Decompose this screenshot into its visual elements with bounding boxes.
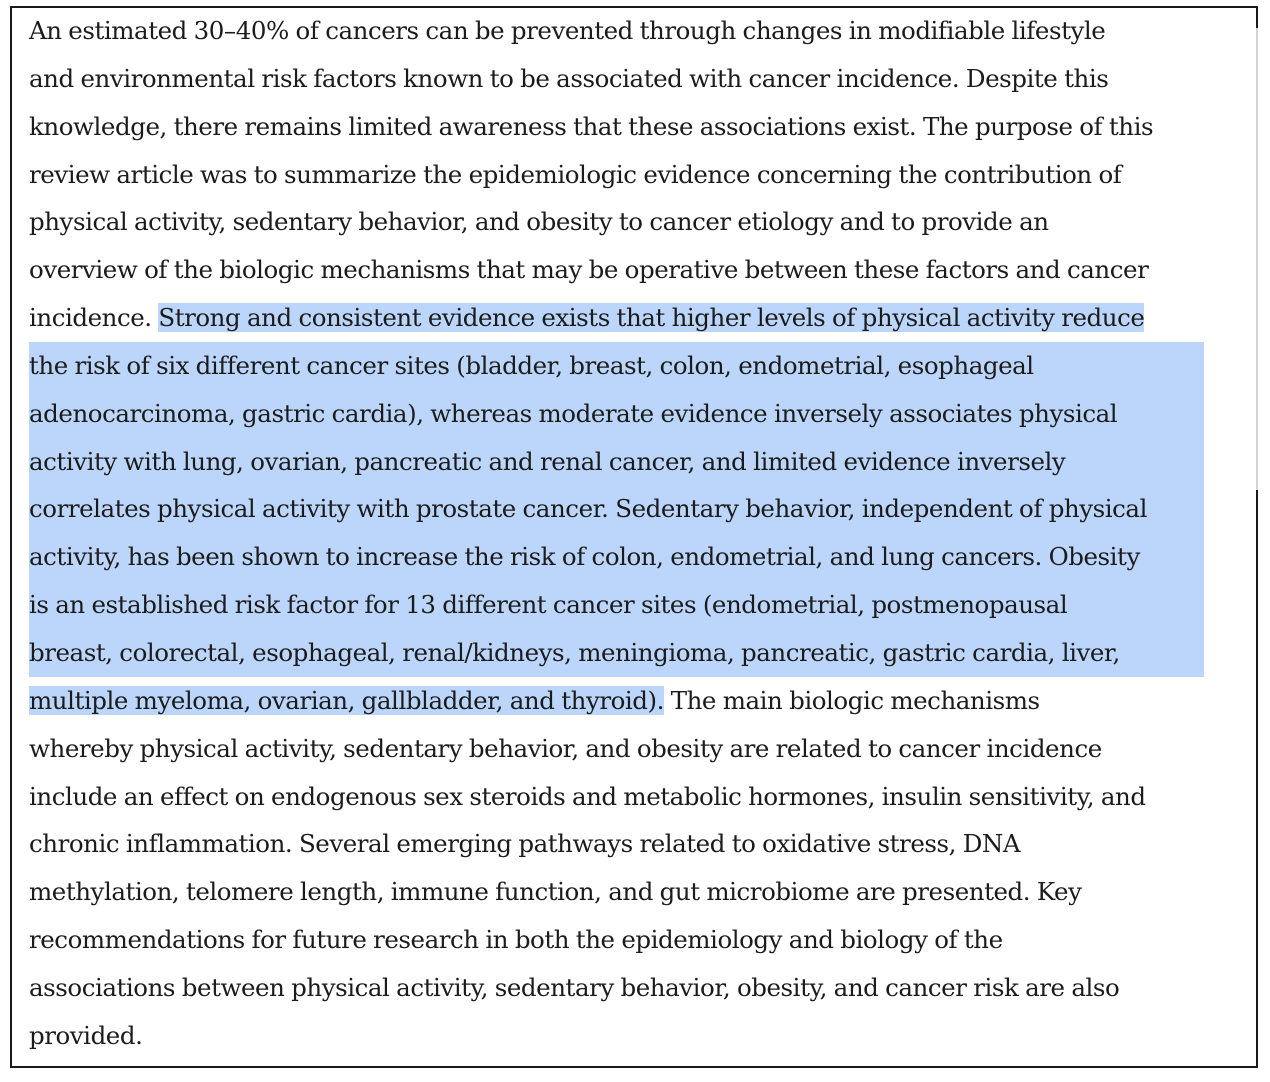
text-line: include an effect on endogenous sex steroids and metabolic hormones, insulin sensitivity, and: [29, 781, 1146, 811]
text-line: physical activity, sedentary behavior, and obesity to cancer etiology and to provide an: [29, 207, 1049, 237]
text-line: methylation, telomere length, immune function, and gut microbiome are presented. Key: [29, 877, 1082, 907]
text-plain: incidence.: [29, 303, 159, 333]
text-line: knowledge, there remains limited awareness that these associations exist. The purpose of this: [29, 111, 1154, 141]
selected-text[interactable]: adenocarcinoma, gastric cardia), whereas moderate evidence inversely associates physical: [29, 390, 1204, 438]
selected-text[interactable]: activity, has been shown to increase the risk of colon, endometrial, and lung cancers. Obesity: [29, 533, 1204, 581]
text-plain: The main biologic mechanisms: [663, 685, 1040, 715]
scrollbar-edge[interactable]: [1256, 28, 1258, 490]
text-line: review article was to summarize the epidemiologic evidence concerning the contribution of: [29, 159, 1122, 189]
selected-line: [29, 390, 1239, 438]
selected-line: [29, 629, 1239, 677]
text-line: overview of the biologic mechanisms that may be operative between these factors and cancer: [29, 255, 1149, 285]
text-line: provided.: [29, 1020, 143, 1050]
selected-line: [29, 438, 1239, 486]
selected-line: [29, 581, 1239, 629]
text-line: associations between physical activity, sedentary behavior, obesity, and cancer risk are also: [29, 972, 1120, 1002]
selected-text[interactable]: is an established risk factor for 13 different cancer sites (endometrial, postmenopausal: [29, 581, 1204, 629]
selected-line: [29, 533, 1239, 581]
text-line: whereby physical activity, sedentary behavior, and obesity are related to cancer incidence: [29, 733, 1102, 763]
text-line: chronic inflammation. Several emerging pathways related to oxidative stress, DNA: [29, 829, 1021, 859]
text-line: [29, 677, 1239, 725]
selected-text[interactable]: correlates physical activity with prostate cancer. Sedentary behavior, independent of physical: [29, 485, 1204, 533]
text-line: recommendations for future research in both the epidemiology and biology of the: [29, 925, 1003, 955]
selected-text[interactable]: activity with lung, ovarian, pancreatic and renal cancer, and limited evidence inversely: [29, 438, 1204, 486]
selected-text[interactable]: Strong and consistent evidence exists that higher levels of physical activity reduce: [158, 303, 1145, 333]
selected-text[interactable]: multiple myeloma, ovarian, gallbladder, and thyroid).: [29, 685, 664, 715]
selected-text[interactable]: the risk of six different cancer sites (bladder, breast, colon, endometrial, esophageal: [29, 342, 1204, 390]
selected-text[interactable]: breast, colorectal, esophageal, renal/kidneys, meningioma, pancreatic, gastric cardia, liver,: [29, 629, 1204, 677]
selected-line: [29, 485, 1239, 533]
text-line: and environmental risk factors known to be associated with cancer incidence. Despite this: [29, 63, 1109, 93]
selected-line: [29, 342, 1239, 390]
abstract-text: [29, 7, 1239, 1060]
text-line: An estimated 30–40% of cancers can be prevented through changes in modifiable lifestyle: [29, 16, 1106, 45]
text-line: [29, 294, 1239, 342]
